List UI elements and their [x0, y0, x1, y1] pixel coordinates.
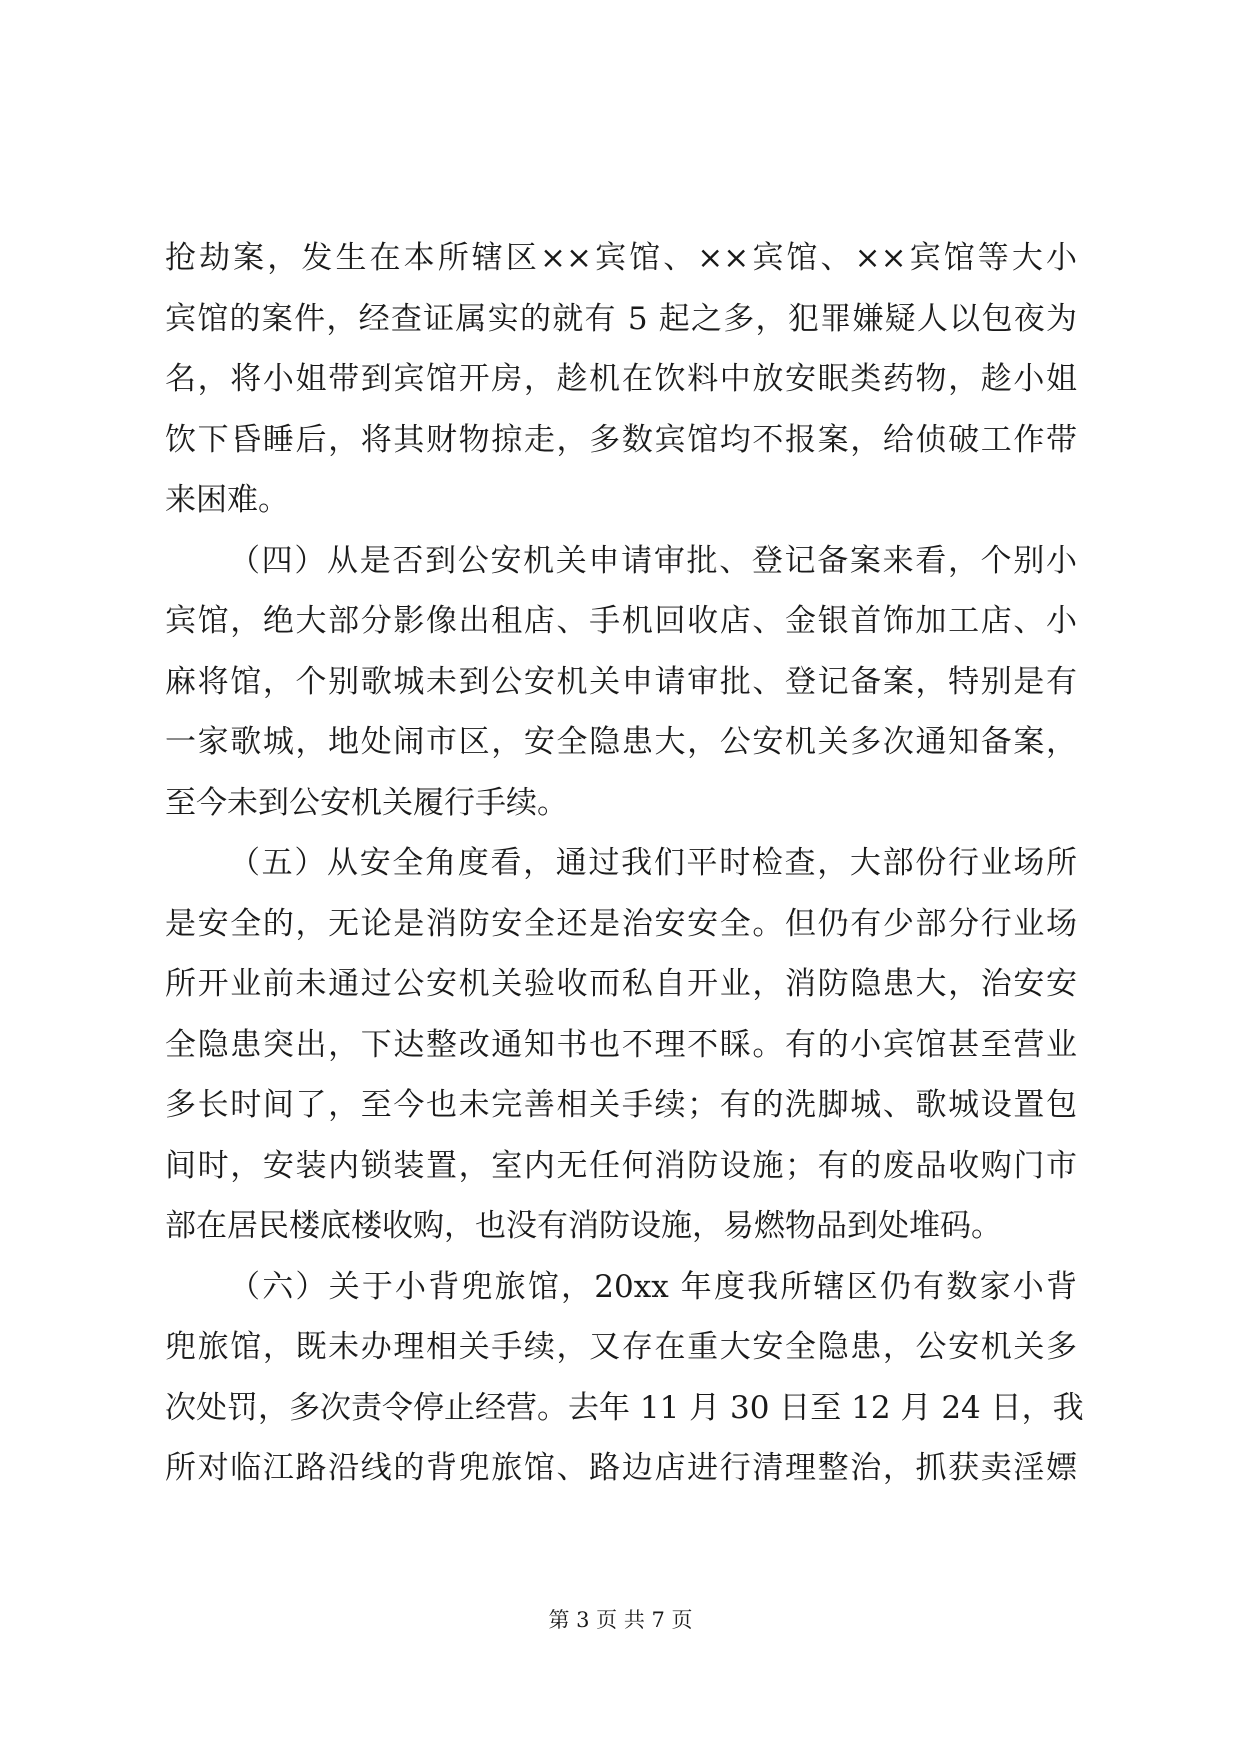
document-body — [165, 228, 1084, 1499]
text-line: 所对临江路沿线的背兜旅馆、路边店进行清理整治，抓获卖淫嫖 — [165, 1450, 1077, 1486]
text-line: 宾馆的案件，经查证属实的就有 5 起之多，犯罪嫌疑人以包夜为 — [165, 300, 1077, 337]
text-line: 部在居民楼底楼收购，也没有消防设施，易燃物品到处堆码。 — [165, 1208, 1002, 1244]
text-line: 全隐患突出，下达整改通知书也不理不睬。有的小宾馆甚至营业 — [165, 1026, 1077, 1063]
text-line: 是安全的，无论是消防安全还是治安安全。但仍有少部分行业场 — [165, 905, 1077, 942]
text-line: 宾馆，绝大部分影像出租店、手机回收店、金银首饰加工店、小 — [165, 603, 1077, 639]
text-line: 兜旅馆，既未办理相关手续，又存在重大安全隐患，公安机关多 — [165, 1329, 1077, 1365]
text-line: 至今未到公安机关履行手续。 — [165, 784, 568, 821]
text-line: 名，将小姐带到宾馆开房，趁机在饮料中放安眠类药物，趁小姐 — [165, 361, 1077, 397]
text-line: 一家歌城，地处闹市区，安全隐患大，公安机关多次通知备案， — [165, 724, 1077, 760]
text-line: 多长时间了，至今也未完善相关手续；有的洗脚城、歌城设置包 — [165, 1087, 1077, 1123]
text-line: 抢劫案，发生在本所辖区××宾馆、××宾馆、××宾馆等大小 — [165, 240, 1077, 276]
text-line: 所开业前未通过公安机关验收而私自开业，消防隐患大，治安安 — [165, 966, 1077, 1002]
paragraph-start-line: （四）从是否到公安机关申请审批、登记备案来看，个别小 — [229, 542, 1077, 579]
paragraph-start-line: （五）从安全角度看，通过我们平时检查，大部份行业场所 — [229, 845, 1077, 881]
page-footer: 第 3 页 共 7 页 — [548, 1608, 693, 1632]
text-line: 来困难。 — [165, 482, 289, 518]
text-line: 麻将馆，个别歌城未到公安机关申请审批、登记备案，特别是有 — [165, 663, 1077, 700]
text-line: 间时，安装内锁装置，室内无任何消防设施；有的废品收购门市 — [165, 1147, 1077, 1184]
text-line: 次处罚，多次责令停止经营。去年 11 月 30 日至 12 月 24 日，我 — [165, 1389, 1084, 1426]
text-line: 饮下昏睡后，将其财物掠走，多数宾馆均不报案，给侦破工作带 — [165, 421, 1077, 458]
paragraph-start-line: （六）关于小背兜旅馆，20xx 年度我所辖区仍有数家小背 — [229, 1268, 1077, 1305]
